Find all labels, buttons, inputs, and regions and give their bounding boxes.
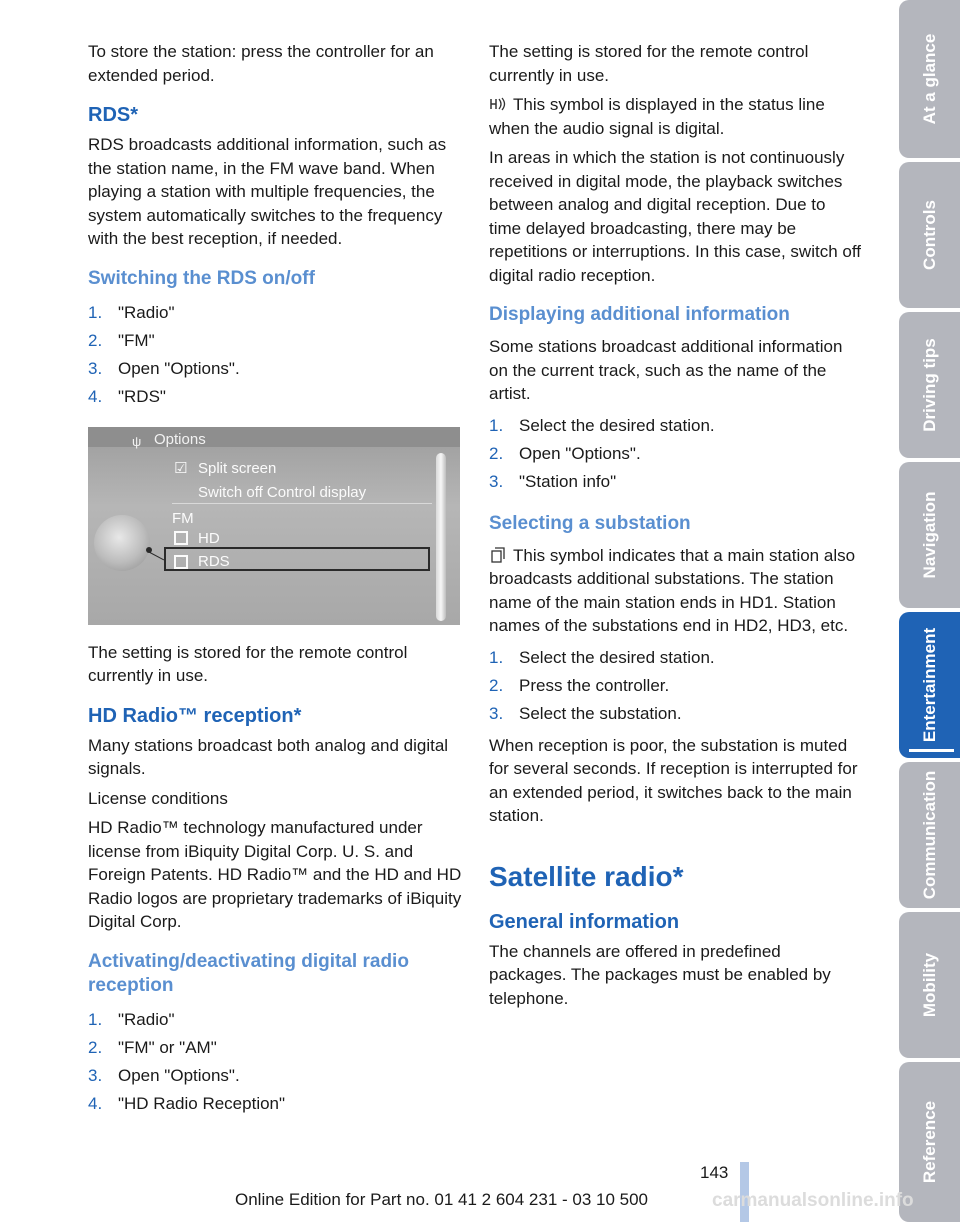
list-item: 2. Press the controller. — [489, 675, 670, 695]
license-title: License conditions — [88, 788, 228, 808]
list-item: 2. Open "Options". — [489, 443, 641, 463]
additional-text: Some stations broadcast additional information on the current track, such as the name of the artist. — [489, 337, 843, 403]
areas-text: In areas in which the station is not continuously received in digital mode, the playback switches between analog and digital reception. Due to time delayed broadcasting, there may be repetitions or interruptions. In this case, switch off digital radio reception. — [489, 148, 861, 285]
watermark: carmanualsonline.info — [712, 1190, 914, 1211]
options-title: Options — [154, 430, 206, 448]
options-screenshot — [88, 427, 460, 625]
tab-navigation[interactable]: Navigation — [899, 462, 960, 608]
rds-highlight — [164, 547, 430, 571]
left-column — [88, 40, 463, 1124]
general-text: The channels are offered in predefined packages. The packages must be enabled by telephone. — [489, 941, 831, 1008]
list-item: 4. "HD Radio Reception" — [88, 1093, 286, 1113]
list-item: 2. "FM" — [88, 330, 155, 350]
general-heading: General information — [489, 910, 680, 933]
list-item: 3. "Station info" — [489, 471, 617, 491]
chapter-tabs — [899, 0, 960, 1222]
switch-off-item: Switch off Control display — [198, 483, 367, 501]
rds-text: RDS broadcasts additional information, such as the station name, in the FM wave band. When playing a station with multiple frequencies, the system automatically switches to the frequency with the best reception, if needed. — [88, 135, 447, 248]
list-item: 1. "Radio" — [88, 302, 175, 322]
page-number: 143 — [700, 1163, 729, 1182]
scroll-rail — [436, 453, 446, 621]
license-text: HD Radio™ technology manufactured under license from iBiquity Digital Corp. U. S. and Foreign Patents. HD Radio™ and the HD and HD Radio logos are proprietary trademarks of iBiquity Digital Corp. — [88, 818, 462, 931]
checkmark-icon: ☑ — [174, 459, 188, 477]
list-item: 2. "FM" or "AM" — [88, 1037, 217, 1057]
antenna-icon: ψ — [132, 433, 142, 449]
tab-entertainment[interactable]: Entertainment — [899, 612, 960, 758]
digital-audio-icon — [489, 96, 507, 112]
hd-radio-text: Many stations broadcast both analog and digital signals. — [88, 735, 449, 778]
stored-text-left: The setting is stored for the remote control currently in use. — [88, 642, 408, 685]
split-screen-item: Split screen — [198, 459, 277, 477]
hd-checkbox — [174, 531, 188, 545]
list-item: 3. Select the substation. — [489, 703, 682, 723]
divider — [172, 503, 432, 504]
tab-reference[interactable]: Reference — [899, 1062, 960, 1222]
list-item: 4. "RDS" — [88, 386, 166, 406]
substation-icon — [489, 547, 507, 563]
rds-heading: RDS* — [88, 104, 139, 126]
tab-controls[interactable]: Controls — [899, 162, 960, 308]
rds-item: RDS — [198, 552, 230, 570]
list-item: 3. Open "Options". — [88, 358, 240, 378]
activating-steps — [88, 1006, 463, 1118]
hd-item: HD — [198, 529, 220, 547]
list-item: 1. Select the desired station. — [489, 415, 715, 435]
hd-radio-heading: HD Radio™ reception* — [88, 704, 302, 727]
footer-text: Online Edition for Part no. 01 41 2 604 231 - 03 10 500 — [235, 1190, 649, 1209]
options-title-bar — [88, 427, 460, 447]
substation-heading: Selecting a substation — [489, 512, 691, 534]
substation-text: This symbol indicates that a main station also broadcasts additional substations. The station name of the main station ends in HD1. Station names of the substations end in HD2, HD3, etc. — [489, 545, 856, 635]
substation-steps — [489, 644, 861, 728]
list-item: 3. Open "Options". — [88, 1065, 240, 1085]
activating-heading: Activating/deactivating digital radio reception — [88, 950, 409, 996]
tab-at-a-glance[interactable]: At a glance — [899, 0, 960, 158]
stored-text-right: The setting is stored for the remote control currently in use. — [489, 42, 809, 85]
controller-knob — [94, 515, 150, 571]
tab-driving-tips[interactable]: Driving tips — [899, 312, 960, 458]
switching-heading: Switching the RDS on/off — [88, 267, 315, 289]
digital-symbol-text: This symbol is displayed in the status line when the audio signal is digital. — [489, 95, 825, 138]
satellite-heading: Satellite radio* — [489, 860, 684, 892]
pointer-line — [148, 551, 164, 560]
poor-reception-text: When reception is poor, the substation is muted for several seconds. If reception is interrupted for an extended period, it switches back to the main station. — [489, 735, 858, 825]
list-item: 1. Select the desired station. — [489, 647, 715, 667]
list-item: 1. "Radio" — [88, 1009, 175, 1029]
switching-steps — [88, 299, 463, 411]
right-column — [489, 40, 861, 1016]
tab-mobility[interactable]: Mobility — [899, 912, 960, 1058]
tab-communication[interactable]: Communication — [899, 762, 960, 908]
intro-text: To store the station: press the controller for an extended period. — [88, 42, 434, 85]
additional-steps — [489, 412, 861, 496]
band-label: FM — [172, 509, 194, 527]
additional-heading: Displaying additional information — [489, 304, 790, 325]
